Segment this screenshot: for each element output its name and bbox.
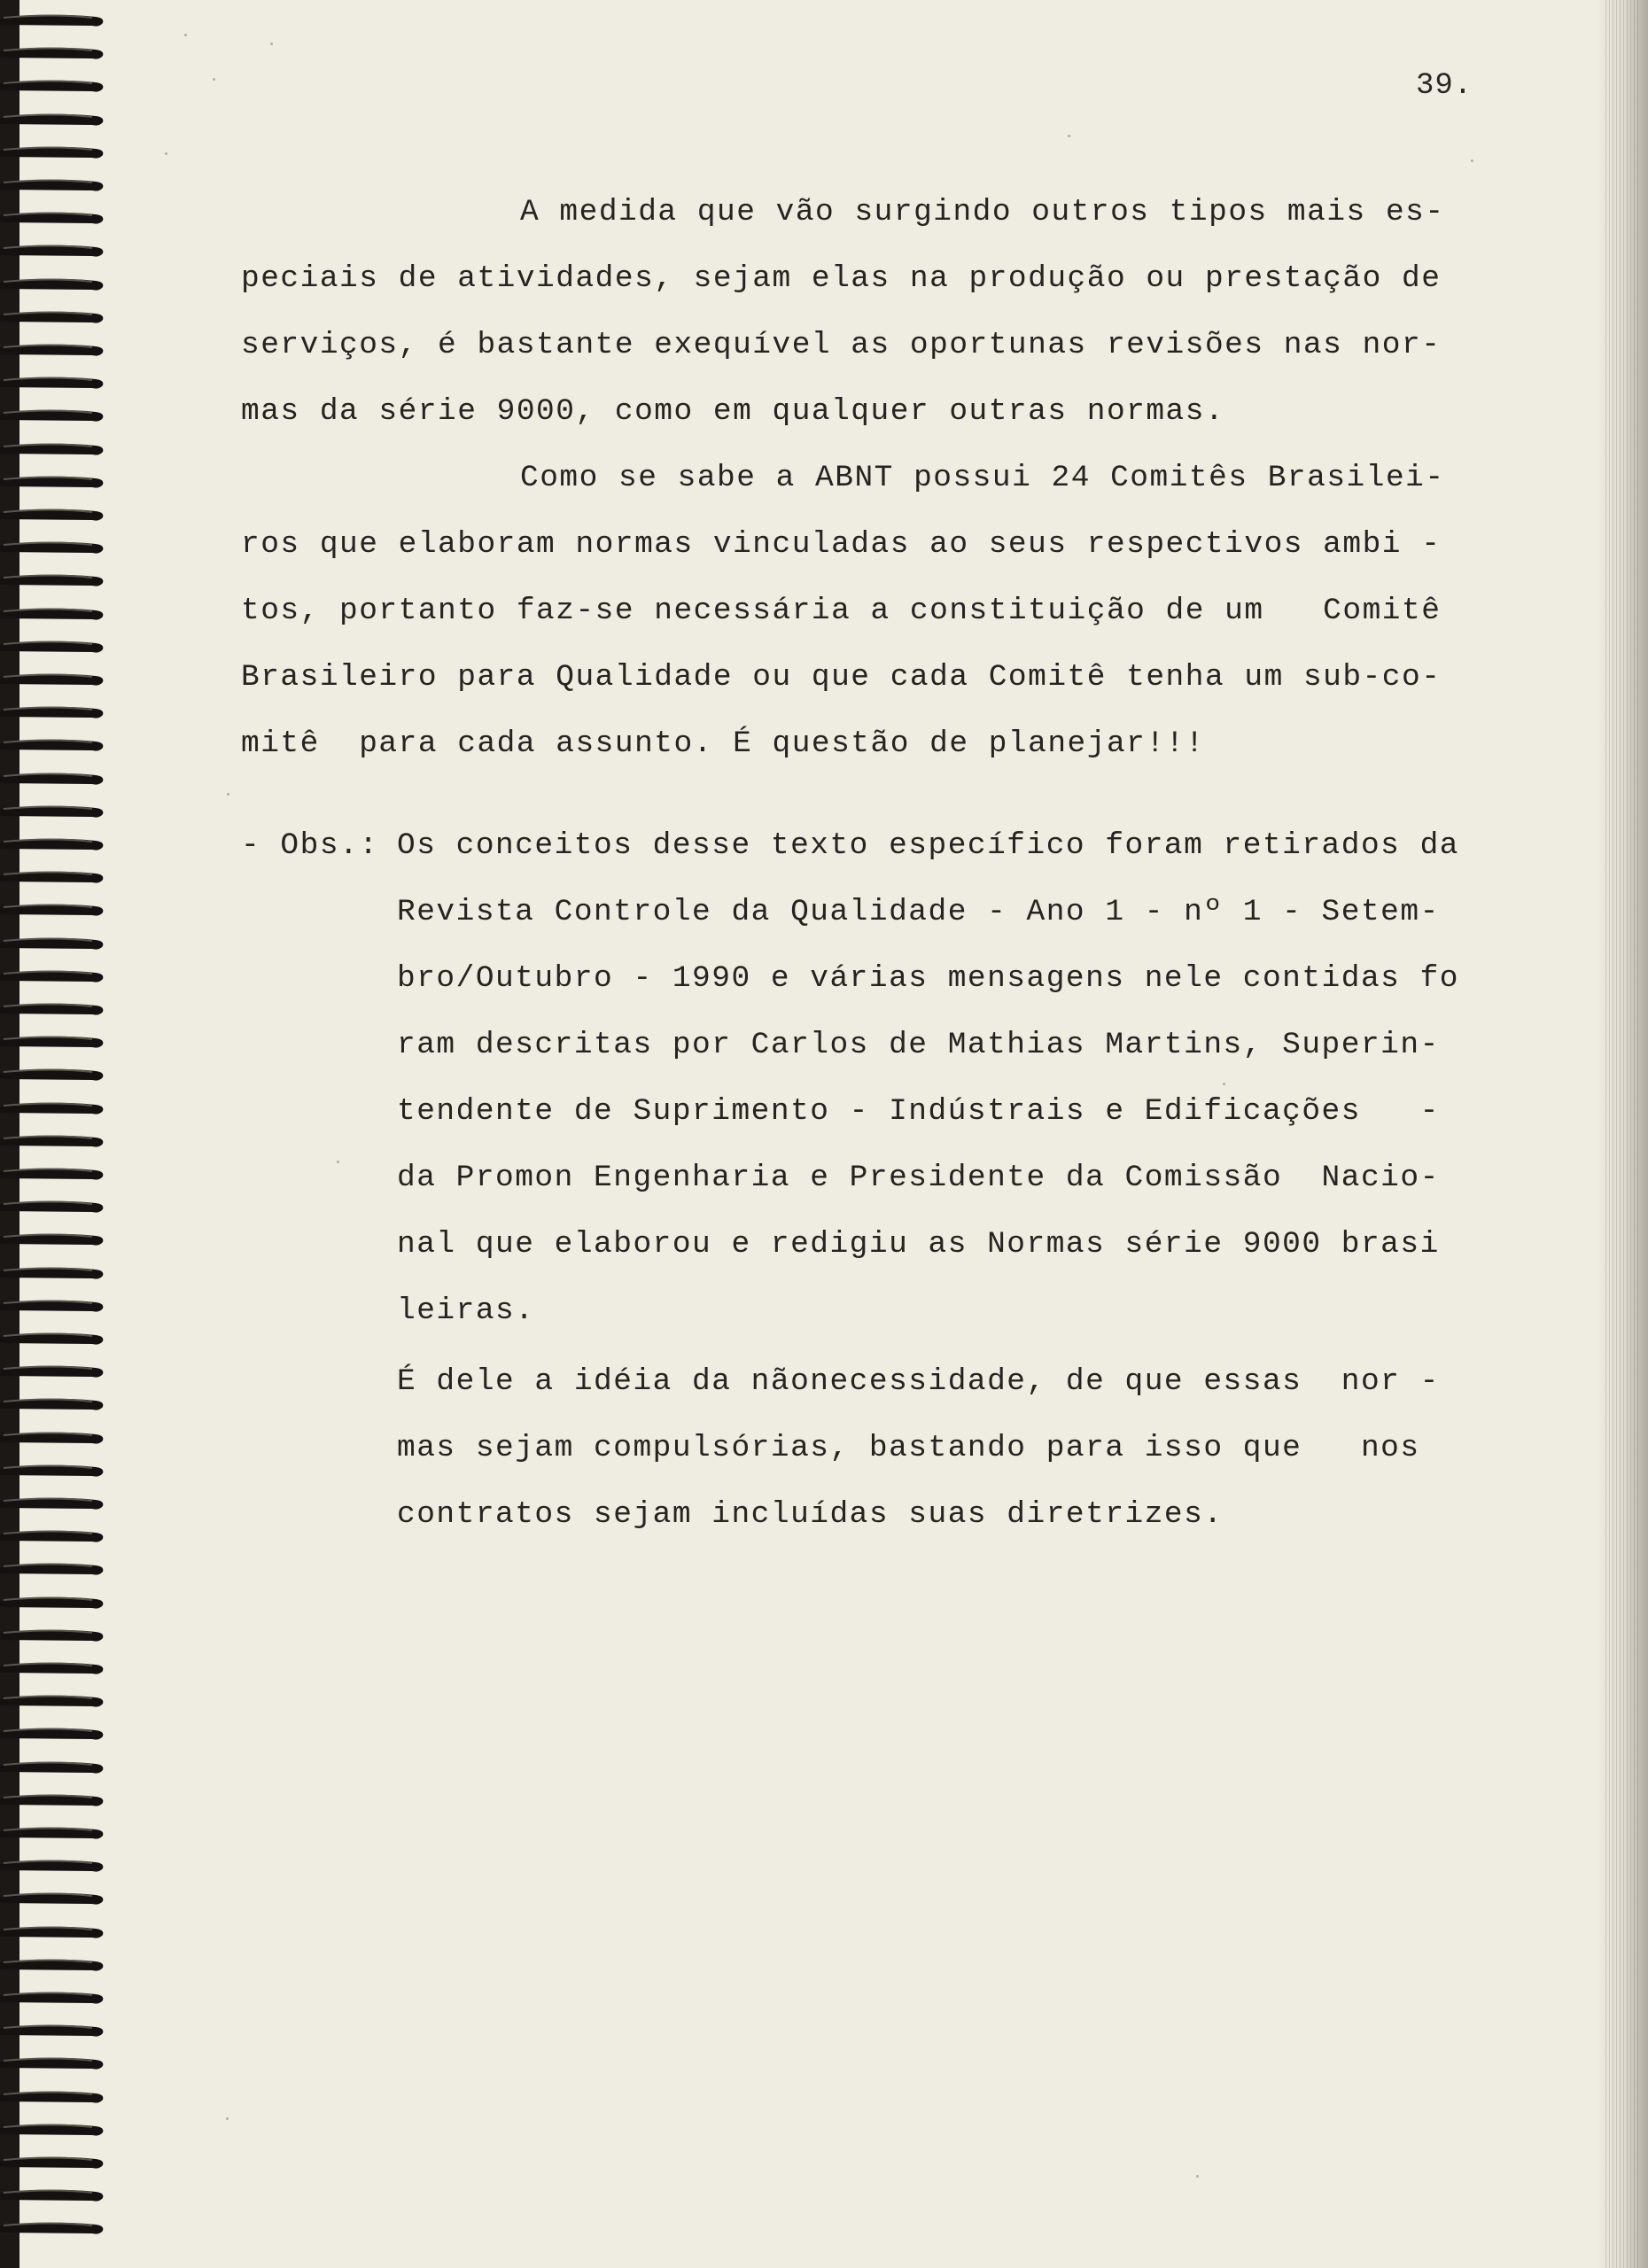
binding-coil xyxy=(0,1296,108,1316)
obs-line-4: ram descritas por Carlos de Mathias Martins, Superin- xyxy=(397,1028,1440,1062)
binding-coil xyxy=(0,505,108,524)
binding-coil xyxy=(0,670,108,689)
obs-line-10: mas sejam compulsórias, bastando para isso que nos xyxy=(397,1431,1420,1465)
binding-coil xyxy=(0,604,108,624)
spiral-binding xyxy=(0,0,105,2268)
scan-speck xyxy=(165,152,167,155)
scan-speck xyxy=(337,1161,339,1163)
binding-coil xyxy=(0,934,108,953)
binding-coil xyxy=(0,1955,108,1975)
paragraph-2-line-2: ros que elaboram normas vinculadas ao seus respectivos ambi - xyxy=(241,527,1442,562)
paragraph-2-line-4: Brasileiro para Qualidade ou que cada Comitê tenha um sub-co- xyxy=(241,660,1442,695)
binding-coil xyxy=(0,769,108,788)
paragraph-1-line-3: serviços, é bastante exequível as oportunas revisões nas nor- xyxy=(241,328,1442,362)
binding-coil xyxy=(0,1856,108,1876)
obs-line-7: nal que elaborou e redigiu as Normas série 9000 brasi xyxy=(397,1227,1440,1262)
binding-coil xyxy=(0,2021,108,2040)
binding-coil xyxy=(0,275,108,294)
binding-coil xyxy=(0,1065,108,1084)
binding-coil xyxy=(0,439,108,459)
binding-coil xyxy=(0,1691,108,1711)
binding-coil xyxy=(0,1724,108,1744)
binding-coil xyxy=(0,967,108,986)
binding-coil xyxy=(0,2054,108,2073)
binding-coil xyxy=(0,1922,108,1942)
paragraph-1-line-2: peciais de atividades, sejam elas na produção ou prestação de xyxy=(241,261,1442,296)
binding-coil xyxy=(0,1494,108,1513)
binding-coil xyxy=(0,1559,108,1579)
binding-coil xyxy=(0,1823,108,1843)
binding-coil xyxy=(0,472,108,492)
binding-coil xyxy=(0,1164,108,1184)
obs-line-1: Os conceitos desse texto específico foram retirados da xyxy=(397,828,1459,863)
binding-coil xyxy=(0,1461,108,1480)
binding-coil xyxy=(0,802,108,821)
binding-coil xyxy=(0,143,108,162)
binding-coil xyxy=(0,340,108,360)
binding-coil xyxy=(0,1889,108,1908)
binding-coil xyxy=(0,538,108,557)
binding-coil xyxy=(0,110,108,129)
binding-coil xyxy=(0,1131,108,1151)
binding-coil xyxy=(0,1329,108,1348)
binding-coil xyxy=(0,735,108,755)
binding-coil xyxy=(0,241,108,260)
binding-coil xyxy=(0,208,108,228)
binding-coil xyxy=(0,1197,108,1216)
binding-coil xyxy=(0,1626,108,1645)
binding-coil xyxy=(0,307,108,327)
binding-coil xyxy=(0,999,108,1019)
binding-coil xyxy=(0,11,108,30)
binding-coil xyxy=(0,43,108,63)
binding-coil xyxy=(0,1362,108,1381)
binding-coil xyxy=(0,2153,108,2172)
binding-coil xyxy=(0,1658,108,1678)
binding-coil xyxy=(0,373,108,392)
obs-line-11: contratos sejam incluídas suas diretrizes. xyxy=(397,1497,1224,1532)
scan-speck xyxy=(227,793,229,796)
binding-coil xyxy=(0,1394,108,1414)
obs-line-6: da Promon Engenharia e Presidente da Comissão Nacio- xyxy=(397,1161,1440,1195)
obs-line-2: Revista Controle da Qualidade - Ano 1 - nº 1 - Setem- xyxy=(397,895,1440,929)
obs-line-5: tendente de Suprimento - Indústrais e Edificações - xyxy=(397,1094,1440,1129)
binding-coil xyxy=(0,2120,108,2140)
scan-speck xyxy=(226,2117,229,2120)
obs-line-8: leiras. xyxy=(397,1293,535,1328)
paragraph-1-line-1: A medida que vão surgindo outros tipos mais es- xyxy=(520,195,1445,229)
binding-coil xyxy=(0,703,108,722)
binding-coil xyxy=(0,2218,108,2238)
binding-coil xyxy=(0,1593,108,1612)
binding-coil xyxy=(0,1758,108,1777)
binding-coil xyxy=(0,76,108,96)
binding-coil xyxy=(0,1263,108,1283)
scan-speck xyxy=(270,43,273,45)
binding-coil xyxy=(0,1099,108,1118)
binding-coil xyxy=(0,1230,108,1249)
scan-speck xyxy=(1471,159,1473,162)
paragraph-2-line-1: Como se sabe a ABNT possui 24 Comitês Brasilei- xyxy=(520,461,1445,495)
paragraph-2-line-5: mitê para cada assunto. É questão de planejar!!! xyxy=(241,726,1205,761)
binding-coil xyxy=(0,2186,108,2205)
paragraph-2-line-3: tos, portanto faz-se necessária a constituição de um Comitê xyxy=(241,594,1442,628)
binding-coil xyxy=(0,406,108,425)
scan-speck xyxy=(1196,2175,1199,2178)
page-number: 39. xyxy=(1416,69,1473,103)
obs-line-9: É dele a idéia da nãonecessidade, de que essas nor - xyxy=(397,1364,1440,1399)
page-stack-edge xyxy=(1605,0,1641,2268)
obs-line-3: bro/Outubro - 1990 e várias mensagens nele contidas fo xyxy=(397,961,1459,996)
scan-speck xyxy=(213,78,215,81)
scan-speck xyxy=(184,34,187,36)
binding-coil xyxy=(0,867,108,887)
binding-coil xyxy=(0,1526,108,1546)
binding-coil xyxy=(0,835,108,854)
obs-label: - Obs.: xyxy=(241,828,379,863)
binding-coil xyxy=(0,2087,108,2107)
scan-speck xyxy=(1068,135,1070,137)
binding-coil xyxy=(0,1032,108,1052)
binding-coil xyxy=(0,1428,108,1448)
paragraph-1-line-4: mas da série 9000, como em qualquer outras normas. xyxy=(241,394,1225,429)
binding-coil xyxy=(0,1988,108,2008)
binding-coil xyxy=(0,1790,108,1810)
binding-coil xyxy=(0,637,108,656)
scan-speck xyxy=(1223,1083,1225,1085)
binding-coil xyxy=(0,571,108,590)
binding-coil xyxy=(0,900,108,920)
binding-coil xyxy=(0,175,108,195)
